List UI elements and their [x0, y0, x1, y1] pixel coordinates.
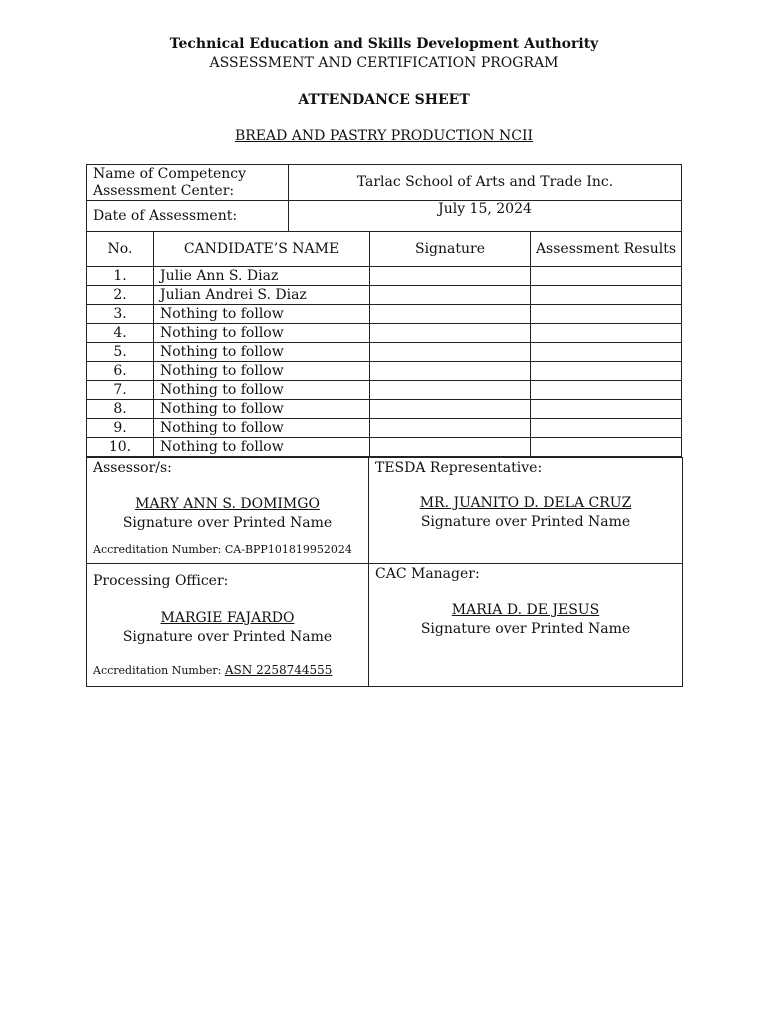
candidate-name: Nothing to follow [154, 305, 370, 324]
row-number: 9. [87, 419, 154, 438]
col-header-signature: Signature [370, 232, 531, 267]
candidate-name: Nothing to follow [154, 400, 370, 419]
table-row [87, 438, 682, 457]
processing-role: Processing Officer: [93, 573, 229, 589]
row-number: 3. [87, 305, 154, 324]
signature-cell[interactable] [370, 438, 531, 457]
candidate-name: Nothing to follow [154, 362, 370, 381]
sheet-title: ATTENDANCE SHEET [298, 92, 470, 108]
candidate-name: Julie Ann S. Diaz [154, 267, 370, 286]
row-number: 6. [87, 362, 154, 381]
date-label: Date of Assessment: [87, 201, 289, 232]
processing-name: MARGIE FAJARDO [160, 610, 295, 626]
table-row [87, 362, 682, 381]
row-number: 7. [87, 381, 154, 400]
col-header-no: No. [87, 232, 154, 267]
result-cell[interactable] [531, 343, 682, 362]
candidate-name: Julian Andrei S. Diaz [154, 286, 370, 305]
processing-accreditation [93, 663, 332, 677]
row-number: 8. [87, 400, 154, 419]
tesda-name: MR. JUANITO D. DELA CRUZ [419, 495, 632, 511]
assessor-role: Assessor/s: [93, 460, 172, 476]
table-row [87, 286, 682, 305]
signature-cell[interactable] [370, 305, 531, 324]
assessor-block [87, 458, 369, 564]
row-number: 4. [87, 324, 154, 343]
table-row [87, 267, 682, 286]
assessment-info-table [86, 164, 682, 232]
assessor-caption: Signature over Printed Name [122, 515, 333, 531]
accreditation-label: Accreditation Number: [93, 543, 222, 556]
candidate-name: Nothing to follow [154, 419, 370, 438]
signature-cell[interactable] [370, 267, 531, 286]
row-number: 5. [87, 343, 154, 362]
signature-cell[interactable] [370, 324, 531, 343]
cac-name: MARIA D. DE JESUS [451, 602, 600, 618]
assessor-name: MARY ANN S. DOMIMGO [135, 496, 320, 512]
result-cell[interactable] [531, 324, 682, 343]
center-label: Name of Competency Assessment Center: [87, 165, 289, 201]
result-cell[interactable] [531, 286, 682, 305]
accreditation-number: ASN 2258744555 [224, 663, 333, 677]
processing-officer-block [87, 564, 369, 687]
table-row [87, 343, 682, 362]
cac-role: CAC Manager: [375, 566, 480, 582]
signature-cell[interactable] [370, 362, 531, 381]
signatories-table [86, 457, 683, 687]
col-header-name: CANDIDATE’S NAME [154, 232, 370, 267]
row-number: 10. [87, 438, 154, 457]
accreditation-label: Accreditation Number: [93, 664, 222, 677]
cac-manager-block [369, 564, 683, 687]
candidate-name: Nothing to follow [154, 324, 370, 343]
row-number: 2. [87, 286, 154, 305]
result-cell[interactable] [531, 381, 682, 400]
table-row [87, 400, 682, 419]
program-title: ASSESSMENT AND CERTIFICATION PROGRAM [209, 55, 559, 71]
result-cell[interactable] [531, 305, 682, 324]
col-header-results: Assessment Results [531, 232, 682, 267]
result-cell[interactable] [531, 362, 682, 381]
candidate-name: Nothing to follow [154, 343, 370, 362]
table-row [87, 381, 682, 400]
result-cell[interactable] [531, 400, 682, 419]
signature-cell[interactable] [370, 343, 531, 362]
candidate-name: Nothing to follow [154, 438, 370, 457]
processing-caption: Signature over Printed Name [122, 629, 333, 645]
signature-cell[interactable] [370, 381, 531, 400]
table-row [87, 305, 682, 324]
result-cell[interactable] [531, 267, 682, 286]
table-row [87, 324, 682, 343]
date-value: July 15, 2024 [289, 201, 682, 232]
tesda-block [369, 458, 683, 564]
table-row [87, 419, 682, 438]
cac-caption: Signature over Printed Name [420, 621, 631, 637]
result-cell[interactable] [531, 438, 682, 457]
assessor-accreditation [93, 543, 352, 556]
candidates-table [86, 231, 682, 457]
qualification-title: BREAD AND PASTRY PRODUCTION NCII [234, 128, 534, 144]
tesda-role: TESDA Representative: [375, 460, 543, 476]
signature-cell[interactable] [370, 419, 531, 438]
row-number: 1. [87, 267, 154, 286]
table-header-row [87, 232, 682, 267]
signature-cell[interactable] [370, 400, 531, 419]
candidate-name: Nothing to follow [154, 381, 370, 400]
accreditation-number: CA-BPP101819952024 [224, 543, 352, 556]
result-cell[interactable] [531, 419, 682, 438]
center-value: Tarlac School of Arts and Trade Inc. [289, 165, 682, 201]
tesda-caption: Signature over Printed Name [420, 514, 631, 530]
signature-cell[interactable] [370, 286, 531, 305]
agency-title: Technical Education and Skills Development Authority [169, 36, 599, 52]
